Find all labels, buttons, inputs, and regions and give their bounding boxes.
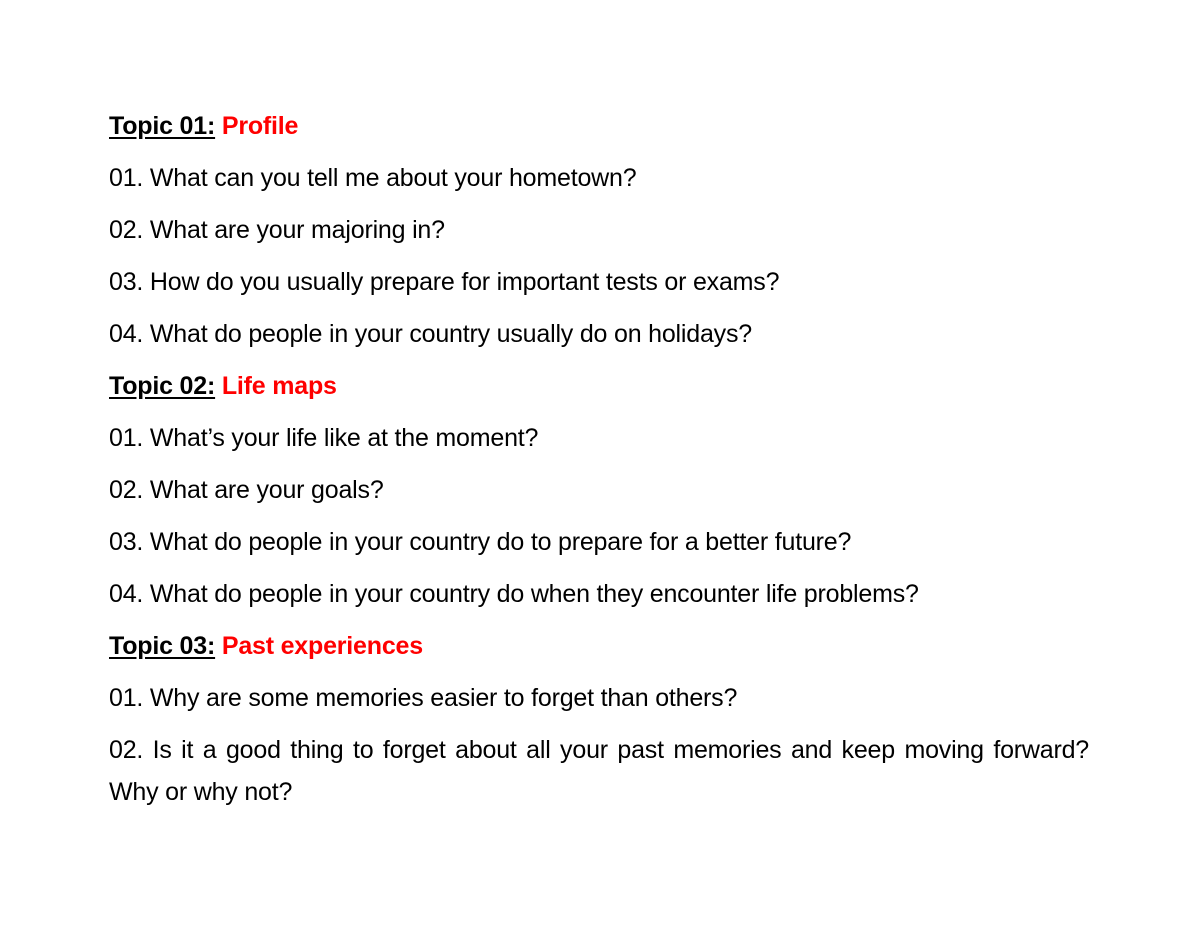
question-item: 01. What’s your life like at the moment? bbox=[109, 424, 539, 452]
topic-heading-2 bbox=[109, 371, 1089, 401]
topic-label: Topic 02: bbox=[109, 372, 216, 400]
topic-label: Topic 01: bbox=[109, 112, 216, 140]
question-item: 03. How do you usually prepare for important tests or exams? bbox=[109, 268, 780, 296]
question-item: 04. What do people in your country usually do on holidays? bbox=[109, 320, 752, 348]
topic-heading-3 bbox=[109, 631, 1089, 661]
question-item: 04. What do people in your country do when they encounter life problems? bbox=[109, 580, 919, 608]
question-item: 02. What are your goals? bbox=[109, 476, 384, 504]
topic-name: Past experiences bbox=[221, 632, 423, 660]
topic-name: Life maps bbox=[221, 372, 337, 400]
question-item: 03. What do people in your country do to prepare for a better future? bbox=[109, 528, 852, 556]
document-page bbox=[109, 111, 1089, 835]
question-item: 02. Is it a good thing to forget about all your past memories and keep moving forward? Why or why not? bbox=[109, 736, 1089, 806]
topic-heading-1 bbox=[109, 111, 1089, 141]
topic-label: Topic 03: bbox=[109, 632, 216, 660]
question-item: 01. What can you tell me about your hometown? bbox=[109, 164, 637, 192]
question-item: 02. What are your majoring in? bbox=[109, 216, 445, 244]
question-item: 01. Why are some memories easier to forget than others? bbox=[109, 684, 738, 712]
topic-name: Profile bbox=[221, 112, 299, 140]
